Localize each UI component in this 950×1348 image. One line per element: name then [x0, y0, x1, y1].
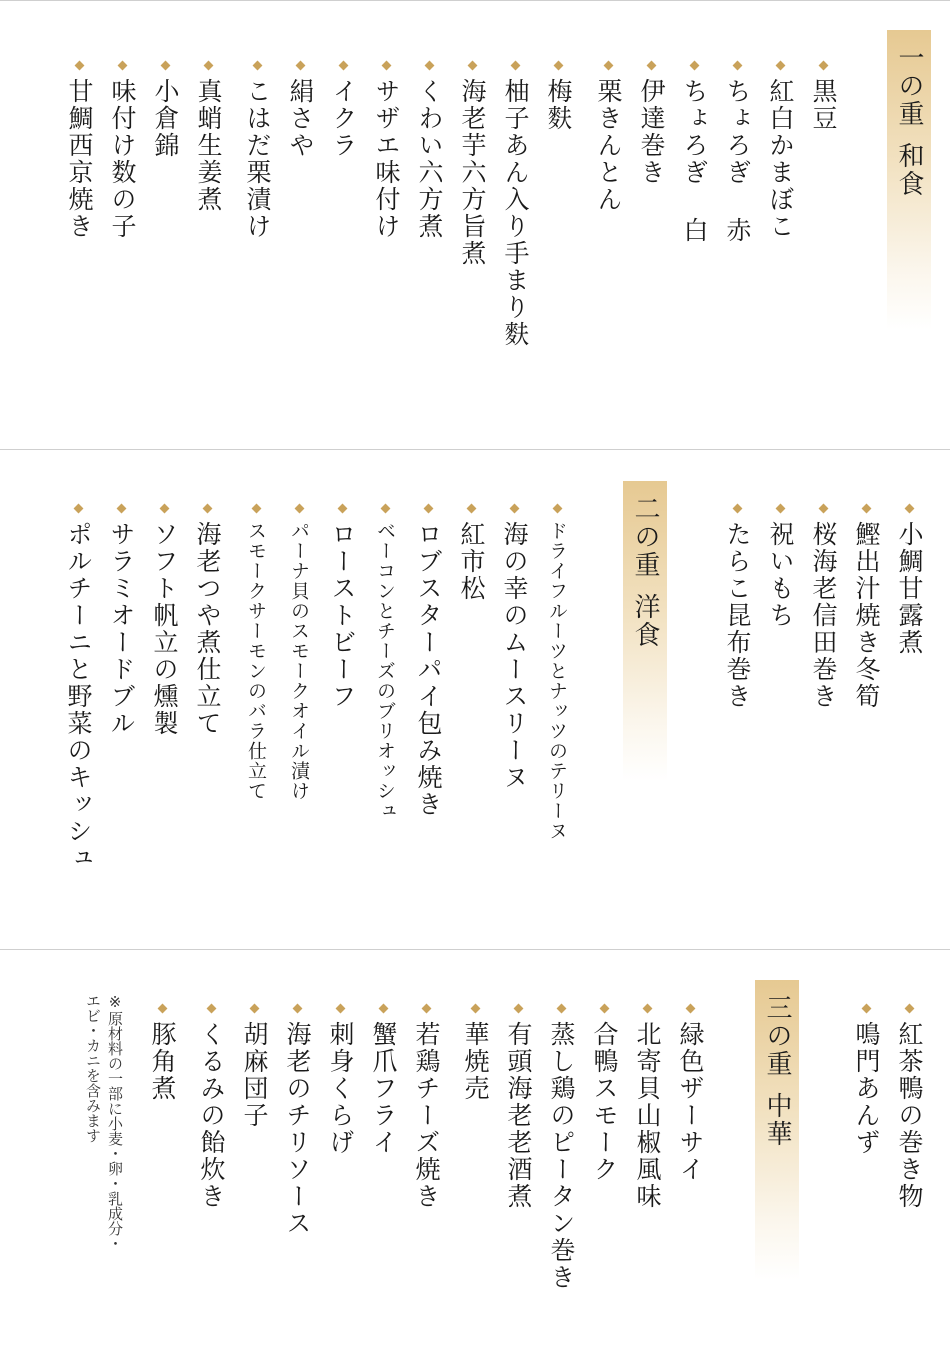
menu-item-label: 紅白かまぼこ — [766, 78, 795, 240]
menu-item-label: 海老つや煮仕立て — [193, 521, 222, 737]
diamond-bullet-icon — [689, 61, 699, 71]
menu-item — [673, 62, 715, 244]
diamond-bullet-icon — [337, 504, 347, 514]
diamond-bullet-icon — [202, 504, 212, 514]
diamond-bullet-icon — [74, 61, 84, 71]
section-title: 三の重 — [762, 994, 792, 1078]
diamond-bullet-icon — [510, 61, 520, 71]
diamond-bullet-icon — [203, 61, 213, 71]
diamond-bullet-icon — [117, 61, 127, 71]
diamond-bullet-icon — [292, 1004, 302, 1014]
menu-item — [669, 1005, 711, 1183]
diamond-bullet-icon — [861, 504, 871, 514]
menu-item-label: 黒豆 — [809, 78, 838, 132]
section-subtitle: 和食 — [894, 142, 924, 198]
menu-item-label: 祝いもち — [766, 521, 795, 629]
menu-item-label: 海老のチリソース — [283, 1021, 312, 1237]
diamond-bullet-icon — [861, 1004, 871, 1014]
section-title: 一の重 — [894, 44, 924, 128]
diamond-bullet-icon — [513, 1004, 523, 1014]
menu-item — [759, 505, 801, 629]
diamond-bullet-icon — [642, 1004, 652, 1014]
diamond-bullet-icon — [775, 504, 785, 514]
menu-item — [583, 1005, 625, 1183]
menu-item — [845, 505, 887, 710]
menu-item — [759, 62, 801, 240]
menu-item — [235, 505, 277, 801]
menu-item-label: ドライフルーツとナッツのテリーヌ — [546, 521, 568, 841]
menu-item-label: 若鶏チーズ焼き — [412, 1021, 441, 1210]
menu-item-label: 甘鯛西京焼き — [65, 78, 94, 240]
section-subtitle: 中華 — [762, 1092, 792, 1148]
menu-item — [186, 505, 228, 737]
menu-item-label: ソフト帆立の燻製 — [150, 521, 179, 737]
menu-item — [101, 62, 143, 240]
diamond-bullet-icon — [552, 504, 562, 514]
menu-item-label: 真蛸生姜煮 — [194, 78, 223, 213]
diamond-bullet-icon — [251, 504, 261, 514]
menu-item-label: 小倉錦 — [151, 78, 180, 159]
menu-item-label: 紅市松 — [457, 521, 486, 602]
diamond-bullet-icon — [818, 504, 828, 514]
divider-2 — [0, 949, 950, 950]
diamond-bullet-icon — [116, 504, 126, 514]
menu-item — [364, 505, 406, 821]
diamond-bullet-icon — [732, 504, 742, 514]
menu-item — [536, 505, 578, 841]
menu-item-label: 豚角煮 — [148, 1021, 177, 1102]
menu-item-label: 柚子あん入り手まり麩 — [501, 78, 530, 348]
diamond-bullet-icon — [904, 1004, 914, 1014]
menu-item — [450, 505, 492, 602]
menu-item — [143, 505, 185, 737]
menu-item — [845, 1005, 887, 1156]
menu-item — [888, 1005, 930, 1210]
menu-item-label: 鳴門あんず — [852, 1021, 881, 1156]
divider-1 — [0, 449, 950, 450]
menu-item-label: 紅茶鴨の巻き物 — [895, 1021, 924, 1210]
menu-item-label: 伊達巻き — [637, 78, 666, 186]
diamond-bullet-icon — [509, 504, 519, 514]
diamond-bullet-icon — [556, 1004, 566, 1014]
menu-item-label: ちょろぎ 赤 — [723, 78, 752, 244]
menu-item — [451, 62, 493, 267]
diamond-bullet-icon — [73, 504, 83, 514]
divider-top — [0, 0, 950, 1]
diamond-bullet-icon — [423, 504, 433, 514]
menu-item — [802, 505, 844, 710]
menu-item-label: 鰹出汁焼き冬筍 — [852, 521, 881, 710]
menu-item — [100, 505, 142, 737]
menu-item-label: イクラ — [329, 78, 358, 159]
diamond-bullet-icon — [206, 1004, 216, 1014]
menu-item — [319, 1005, 361, 1156]
diamond-bullet-icon — [646, 61, 656, 71]
menu-item-label: たらこ昆布巻き — [723, 521, 752, 710]
diamond-bullet-icon — [904, 504, 914, 514]
menu-item — [365, 62, 407, 240]
diamond-bullet-icon — [335, 1004, 345, 1014]
menu-item — [716, 62, 758, 244]
menu-item — [57, 505, 99, 872]
diamond-bullet-icon — [295, 61, 305, 71]
menu-item-label: ベーコンとチーズのブリオッシュ — [374, 521, 396, 821]
menu-item — [279, 62, 321, 159]
menu-item — [497, 1005, 539, 1210]
menu-item — [454, 1005, 496, 1102]
diamond-bullet-icon — [380, 504, 390, 514]
menu-item — [494, 62, 536, 348]
diamond-bullet-icon — [252, 61, 262, 71]
section-title: 二の重 — [630, 495, 660, 579]
diamond-bullet-icon — [424, 61, 434, 71]
diamond-bullet-icon — [294, 504, 304, 514]
menu-item-label: ポルチーニと野菜のキッシュ — [64, 521, 93, 872]
menu-item — [888, 505, 930, 656]
diamond-bullet-icon — [159, 504, 169, 514]
menu-item — [144, 62, 186, 159]
menu-item-label: 梅麩 — [544, 78, 573, 132]
menu-item — [587, 62, 629, 213]
diamond-bullet-icon — [685, 1004, 695, 1014]
diamond-bullet-icon — [249, 1004, 259, 1014]
menu-item-label: 胡麻団子 — [240, 1021, 269, 1129]
menu-item-label: 海の幸のムースリーヌ — [500, 521, 529, 791]
menu-item — [276, 1005, 318, 1237]
menu-item-label: 味付け数の子 — [108, 78, 137, 240]
menu-item — [190, 1005, 232, 1210]
menu-item-label: ちょろぎ 白 — [680, 78, 709, 244]
menu-item-label: くわい六方煮 — [415, 78, 444, 240]
menu-item-label: ロブスターパイ包み焼き — [414, 521, 443, 818]
allergen-note: ※原材料の一部に小麦・卵・乳成分・ エビ・カニを含みます — [84, 993, 124, 1251]
menu-item — [58, 62, 100, 240]
menu-item — [407, 505, 449, 818]
menu-item — [362, 1005, 404, 1156]
menu-item — [626, 1005, 668, 1210]
menu-item-label: パーナ貝のスモークオイル漬け — [288, 521, 310, 801]
menu-item-label: 海老芋六方旨煮 — [458, 78, 487, 267]
menu-item-label: 緑色ザーサイ — [676, 1021, 705, 1183]
diamond-bullet-icon — [818, 61, 828, 71]
menu-item — [802, 62, 844, 132]
diamond-bullet-icon — [599, 1004, 609, 1014]
menu-item — [187, 62, 229, 213]
diamond-bullet-icon — [466, 504, 476, 514]
diamond-bullet-icon — [732, 61, 742, 71]
menu-item — [716, 505, 758, 710]
menu-item-label: ローストビーフ — [328, 521, 357, 710]
diamond-bullet-icon — [553, 61, 563, 71]
diamond-bullet-icon — [157, 1004, 167, 1014]
diamond-bullet-icon — [603, 61, 613, 71]
menu-item-label: 有頭海老老酒煮 — [504, 1021, 533, 1210]
menu-item-label: 華焼売 — [461, 1021, 490, 1102]
menu-item-label: サラミオードブル — [107, 521, 136, 737]
menu-item — [233, 1005, 275, 1129]
menu-item — [322, 62, 364, 159]
menu-item-label: 栗きんとん — [594, 78, 623, 213]
menu-item-label: 北寄貝山椒風味 — [633, 1021, 662, 1210]
diamond-bullet-icon — [378, 1004, 388, 1014]
diamond-bullet-icon — [381, 61, 391, 71]
diamond-bullet-icon — [467, 61, 477, 71]
menu-item — [493, 505, 535, 791]
menu-item — [405, 1005, 447, 1210]
menu-item — [408, 62, 450, 240]
menu-item-label: 刺身くらげ — [326, 1021, 355, 1156]
menu-item-label: 合鴨スモーク — [590, 1021, 619, 1183]
menu-item — [236, 62, 278, 240]
menu-item-label: 蟹爪フライ — [369, 1021, 398, 1156]
menu-item — [321, 505, 363, 710]
menu-item-label: こはだ栗漬け — [243, 78, 272, 240]
diamond-bullet-icon — [470, 1004, 480, 1014]
menu-item-label: サザエ味付け — [372, 78, 401, 240]
section-header-washoku — [887, 30, 931, 330]
menu-item-label: 絹さや — [286, 78, 315, 159]
menu-item-label: スモークサーモンのバラ仕立て — [245, 521, 267, 801]
menu-item — [630, 62, 672, 186]
menu-item — [537, 62, 579, 132]
section-header-yoshoku — [623, 481, 667, 781]
diamond-bullet-icon — [421, 1004, 431, 1014]
diamond-bullet-icon — [160, 61, 170, 71]
menu-item — [540, 1005, 582, 1291]
menu-item-label: 桜海老信田巻き — [809, 521, 838, 710]
section-header-chuka — [755, 980, 799, 1280]
menu-item — [278, 505, 320, 801]
diamond-bullet-icon — [338, 61, 348, 71]
menu-item-label: くるみの飴炊き — [197, 1021, 226, 1210]
menu-item-label: 蒸し鶏のピータン巻き — [547, 1021, 576, 1291]
diamond-bullet-icon — [775, 61, 785, 71]
menu-item — [141, 1005, 183, 1102]
section-subtitle: 洋食 — [630, 593, 660, 649]
menu-item-label: 小鯛甘露煮 — [895, 521, 924, 656]
